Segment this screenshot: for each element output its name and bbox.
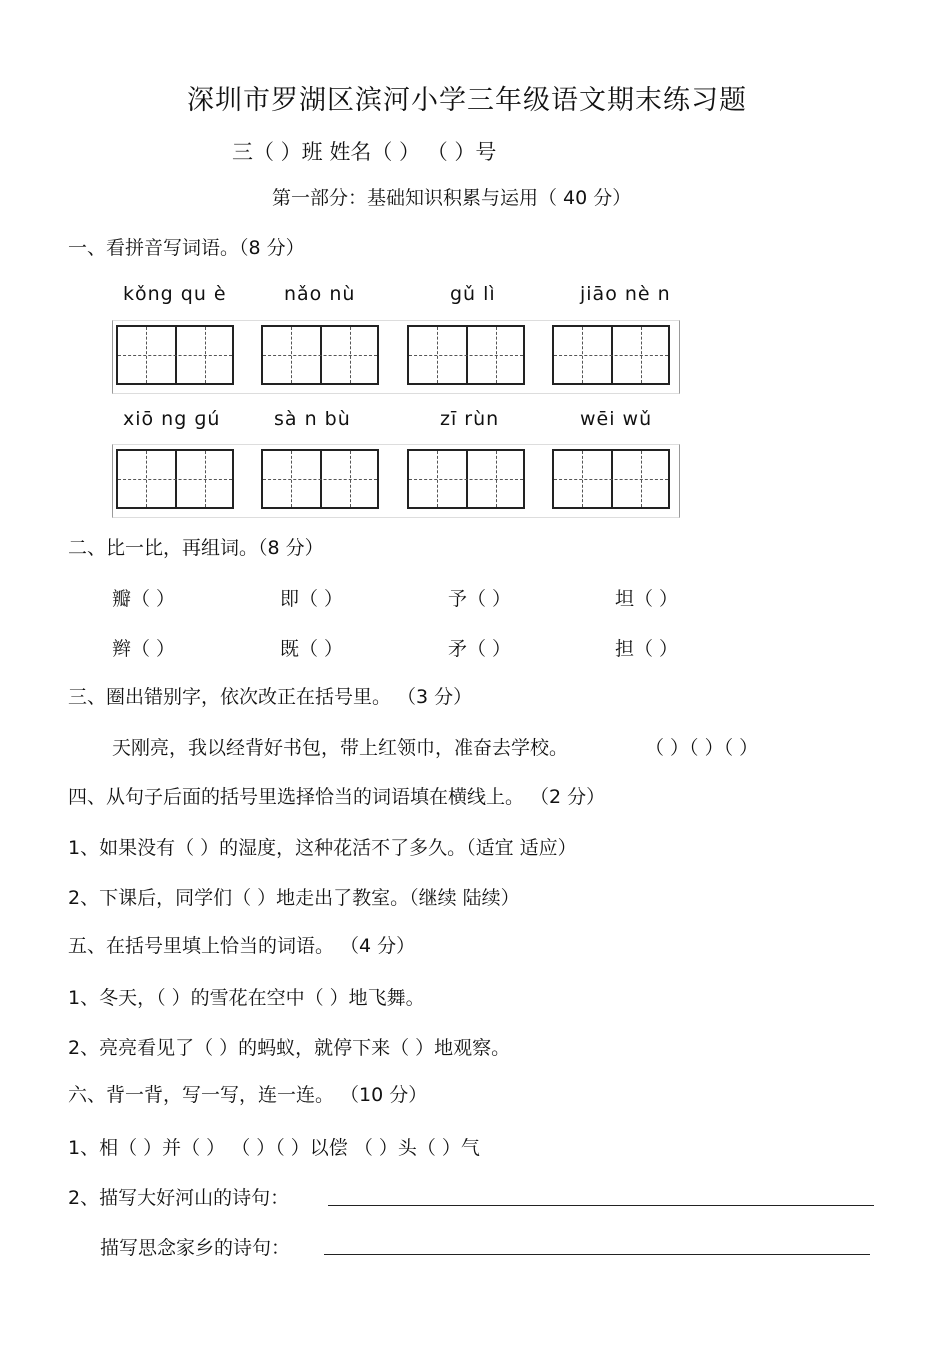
writing-box[interactable]: [407, 449, 525, 509]
page-title: 深圳市罗湖区滨河小学三年级语文期末练习题: [187, 85, 747, 116]
q6-item-2-label: 2、描写大好河山的诗句：: [68, 1187, 290, 1209]
pinyin-2-4: wēi wǔ: [580, 408, 653, 430]
compare-word: 予（ ）: [448, 588, 512, 610]
pinyin-1-3: gǔ lì: [450, 283, 496, 305]
q1-heading: 一、看拼音写词语。（8 分）: [68, 237, 305, 259]
pinyin-1-4: jiāo nè n: [580, 283, 671, 305]
answer-line[interactable]: [324, 1254, 870, 1255]
pinyin-2-2: sà n bù: [274, 408, 351, 430]
q5-item-2: 2、亮亮看见了（ ）的蚂蚁，就停下来（ ）地观察。: [68, 1037, 511, 1059]
answer-line[interactable]: [328, 1205, 874, 1206]
compare-word: 担（ ）: [615, 638, 679, 660]
writing-box[interactable]: [116, 449, 234, 509]
compare-word: 矛（ ）: [448, 638, 512, 660]
compare-word: 瓣（ ）: [112, 588, 176, 610]
q4-item-1: 1、如果没有（ ）的湿度，这种花活不了多久。（适宜 适应）: [68, 837, 577, 859]
writing-box[interactable]: [407, 325, 525, 385]
q3-sentence: 天刚亮，我以经背好书包，带上红领巾，准奋去学校。: [112, 737, 569, 759]
q4-item-2: 2、下课后，同学们（ ）地走出了教室。（继续 陆续）: [68, 887, 520, 909]
pinyin-1-1: kǒng qu è: [123, 283, 227, 305]
compare-word: 既（ ）: [280, 638, 344, 660]
compare-word: 即（ ）: [280, 588, 344, 610]
part-one-heading: 第一部分：基础知识积累与运用（ 40 分）: [272, 187, 632, 209]
q2-heading: 二、比一比，再组词。（8 分）: [68, 537, 324, 559]
pinyin-2-3: zī rùn: [440, 408, 500, 430]
q5-item-1: 1、冬天，（ ）的雪花在空中（ ）地飞舞。: [68, 987, 425, 1009]
pinyin-1-2: nǎo nù: [284, 283, 356, 305]
compare-word: 坦（ ）: [615, 588, 679, 610]
class-name-line: 三（ ）班 姓名（ ） （ ）号: [232, 140, 497, 164]
q3-answer-blanks: （ ）（ ）（ ）: [645, 737, 759, 759]
writing-box[interactable]: [116, 325, 234, 385]
q6-heading: 六、背一背，写一写，连一连。 （10 分）: [68, 1084, 428, 1106]
compare-word: 辫（ ）: [112, 638, 176, 660]
writing-box[interactable]: [552, 449, 670, 509]
q3-heading: 三、圈出错别字，依次改正在括号里。 （3 分）: [68, 686, 473, 708]
q4-heading: 四、从句子后面的括号里选择恰当的词语填在横线上。 （2 分）: [68, 786, 606, 808]
q5-heading: 五、在括号里填上恰当的词语。 （4 分）: [68, 935, 416, 957]
writing-box[interactable]: [552, 325, 670, 385]
writing-box[interactable]: [261, 449, 379, 509]
writing-box[interactable]: [261, 325, 379, 385]
q6-item-3-label: 描写思念家乡的诗句：: [100, 1237, 291, 1259]
q6-item-1: 1、相（ ）并（ ） （ ）（ ）以偿 （ ）头（ ）气: [68, 1137, 480, 1159]
pinyin-2-1: xiō ng ɡú: [123, 408, 221, 430]
